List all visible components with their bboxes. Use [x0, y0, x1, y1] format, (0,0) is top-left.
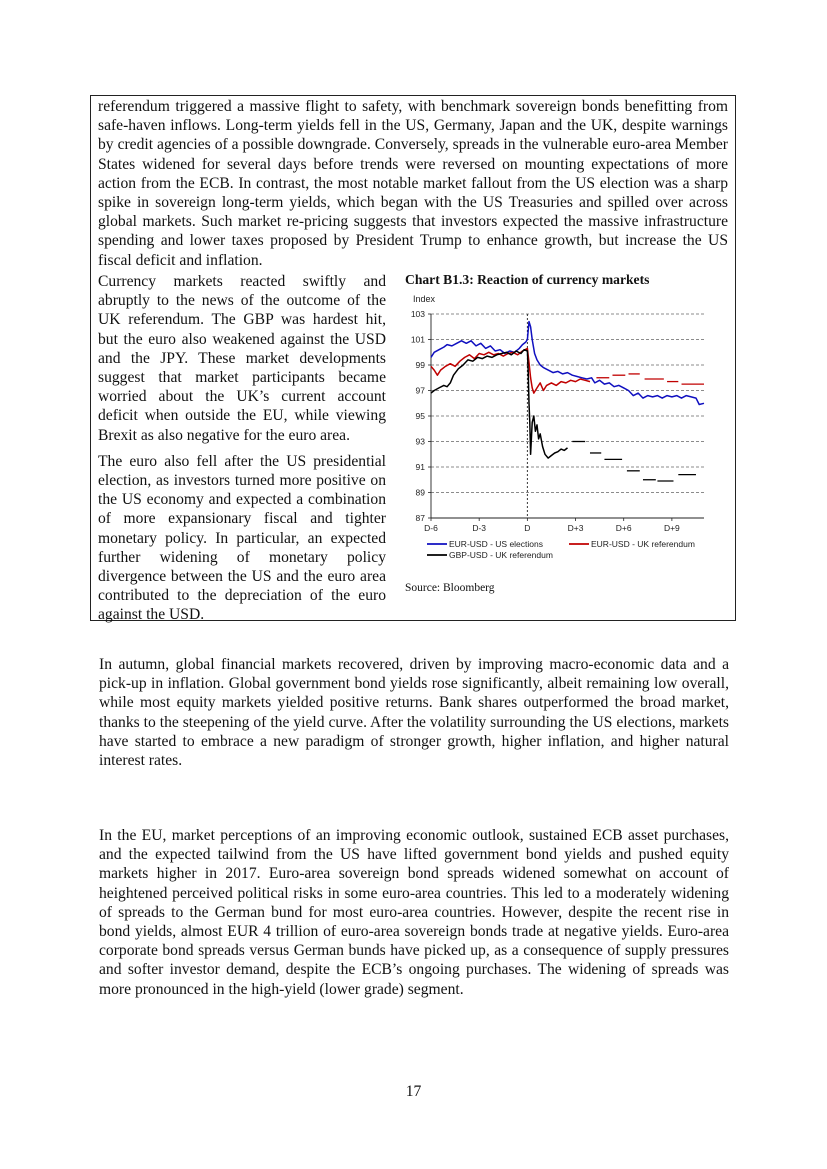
- y-tick-label: 103: [410, 309, 425, 319]
- body-paragraph-autumn: In autumn, global financial markets recovered, driven by improving macro-economic data and a pick-up in inflation. Global government bond yields rose significantly, albeit remaining low overall, while most equity markets yielded positive returns. Bank shares outperformed the broad market, thanks to the steepening of the yield curve. After the volatility surrounding the US elections, markets have started to embrace a new paradigm of stronger growth, higher inflation, and higher natural interest rates.: [99, 656, 729, 770]
- x-tick-label: D+6: [615, 523, 632, 533]
- chart-container: [405, 272, 730, 602]
- body-paragraph-eu: In the EU, market perceptions of an improving economic outlook, sustained ECB asset purchases, and the expected tailwind from the US have lifted government bond yields and pushed equity markets higher in 2017. Euro-area sovereign bond spreads widened somewhat on account of heightened perceived political risks in some euro-area countries. This led to a moderately widening of spreads to the German bund for most euro-area countries. However, despite the recent rise in bond yields, almost EUR 4 trillion of euro-area sovereign bonds trade at negative yields. Euro-area corporate bond spreads versus German bunds have picked up, as a consequence of supply pressures and softer investor demand, despite the ECB’s ongoing purchases. The widening of spreads was more pronounced in the high-yield (lower grade) segment.: [99, 827, 729, 998]
- y-tick-label: 93: [415, 436, 425, 447]
- currency-markets-chart: [405, 290, 730, 595]
- chart-source: Source: Bloomberg: [405, 582, 495, 594]
- legend-label: GBP-USD - UK referendum: [449, 550, 553, 560]
- y-tick-label: 87: [415, 513, 425, 523]
- series-line: [431, 322, 704, 405]
- x-tick-label: D: [524, 523, 531, 533]
- box-paragraph-currency-markets: Currency markets reacted swiftly and abruptly to the news of the outcome of the UK referendum. The GBP was hardest hit, but the euro also weakened against the USD and the JPY. These market developments suggest that market participants became worried about the UK’s current account deficit when outside the EU, while viewing Brexit as also negative for the euro area.: [98, 273, 386, 444]
- y-tick-label: 95: [415, 411, 425, 421]
- info-box: [90, 95, 736, 624]
- box-left-column: [98, 272, 386, 632]
- box-paragraph-euro-fall: The euro also fell after the US presidential election, as investors turned more positive on the US economy and expected a combination of more expansionary fiscal and tighter monetary policy. In particular, an expected further widening of monetary policy divergence between the US and the euro area contributed to the depreciation of the euro against the USD.: [98, 452, 386, 624]
- page-number: 17: [405, 1083, 422, 1100]
- x-tick-label: D-3: [472, 523, 487, 533]
- box-intro-paragraph: referendum triggered a massive flight to safety, with benchmark sovereign bonds benefitting from safe-haven inflows. Long-term yields fell in the US, Germany, Japan and the UK, despite warnings by credit agencies of a possible downgrade. Conversely, spreads in the vulnerable euro-area Member States widened for several days before trends were reversed on mounting expectations of more action from the ECB. In contrast, the most notable market fallout from the US election was a sharp spike in sovereign long-term yields, which began with the US Treasuries and spilled over across global markets. Such market re-pricing suggests that investors expected the massive infrastructure spending and lower taxes proposed by President Trump to enhance growth, but increase the US fiscal deficit and inflation.: [98, 98, 728, 269]
- y-tick-label: 101: [410, 334, 425, 345]
- x-tick-label: D-6: [424, 523, 438, 533]
- x-tick-label: D+3: [567, 523, 584, 533]
- y-axis-label: Index: [413, 294, 436, 304]
- legend-label: EUR-USD - UK referendum: [591, 539, 695, 549]
- y-tick-label: 89: [415, 487, 425, 498]
- x-tick-label: D+9: [663, 523, 680, 533]
- y-tick-label: 99: [415, 360, 425, 370]
- legend-label: EUR-USD - US elections: [449, 539, 543, 549]
- chart-title: Chart B1.3: Reaction of currency markets: [405, 272, 650, 287]
- y-tick-label: 91: [415, 462, 425, 472]
- y-tick-label: 97: [415, 385, 425, 396]
